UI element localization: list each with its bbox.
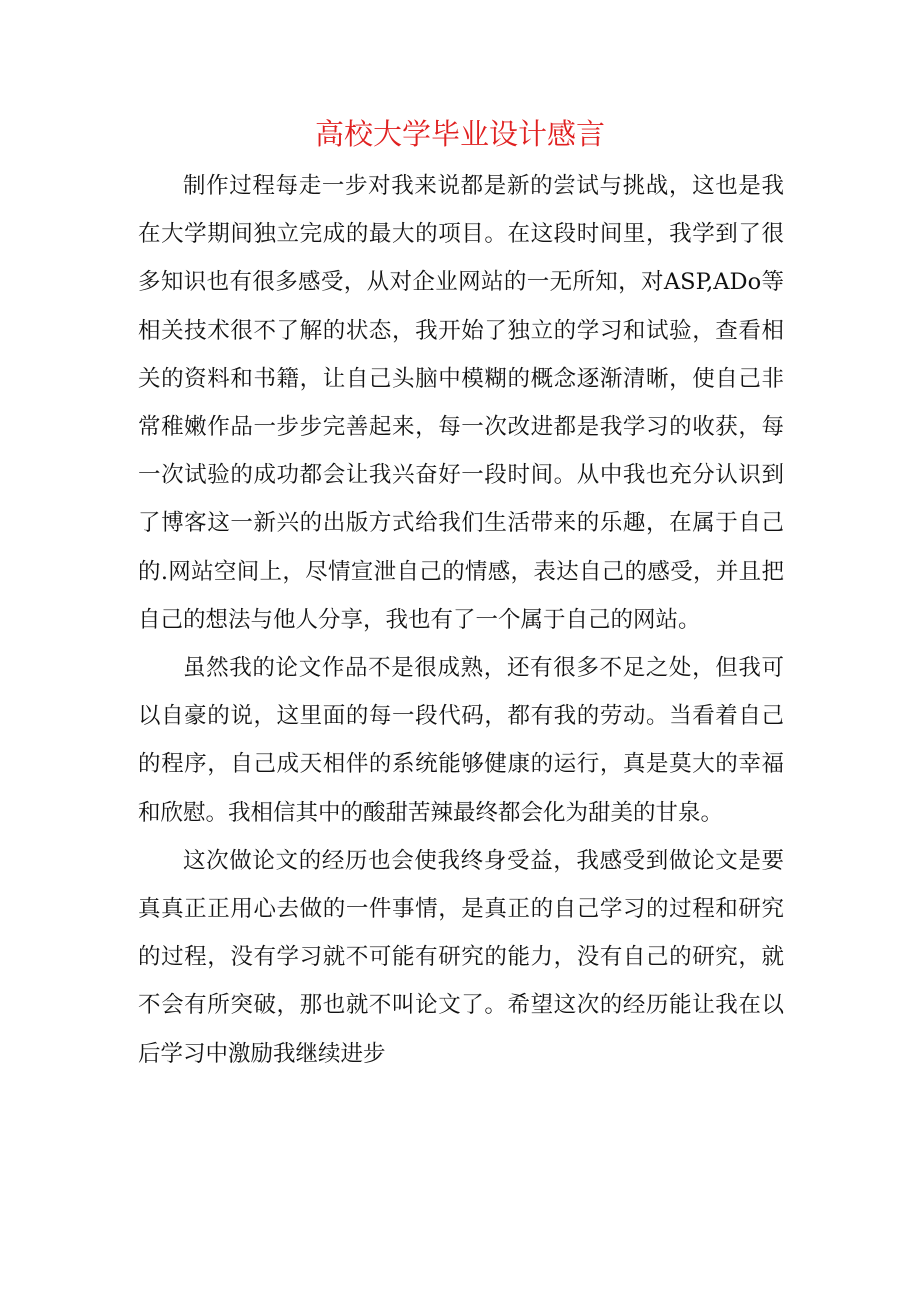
paragraph-2: 虽然我的论文作品不是很成熟，还有很多不足之处，但我可以自豪的说，这里面的每一段代码，都有我的劳动。当看着自己的程序，自己成天相伴的系统能够健康的运行，真是莫大的幸福和欣慰。我相信其中的酸甜苦辣最终都会化为甜美的甘泉。 — [138, 655, 784, 826]
document-title: 高校大学毕业设计感言 — [314, 117, 605, 151]
paragraph-3: 这次做论文的经历也会使我终身受益，我感受到做论文是要真真正正用心去做的一件事情，是真正的自己学习的过程和研究的过程，没有学习就不可能有研究的能力，没有自己的研究，就不会有所突破，那也就不叫论文了。希望这次的经历能让我在以后学习中激励我继续进步 — [138, 847, 784, 1067]
document-body — [138, 162, 784, 1078]
paragraph-1: 制作过程每走一步对我来说都是新的尝试与挑战，这也是我在大学期间独立完成的最大的项目。在这段时间里，我学到了很多知识也有很多感受，从对企业网站的一无所知，对ASP,ADo等相关技术很不了解的状态，我开始了独立的学习和试验，查看相关的资料和书籍，让自己头脑中模糊的概念逐渐清晰，使自己非常稚嫩作品一步步完善起来，每一次改进都是我学习的收获，每一次试验的成功都会让我兴奋好一段时间。从中我也充分认识到了博客这一新兴的出版方式给我们生活带来的乐趣，在属于自己的.网站空间上，尽情宣泄自己的情感，表达自己的感受，并且把自己的想法与他人分享，我也有了一个属于自己的网站。 — [138, 173, 784, 633]
